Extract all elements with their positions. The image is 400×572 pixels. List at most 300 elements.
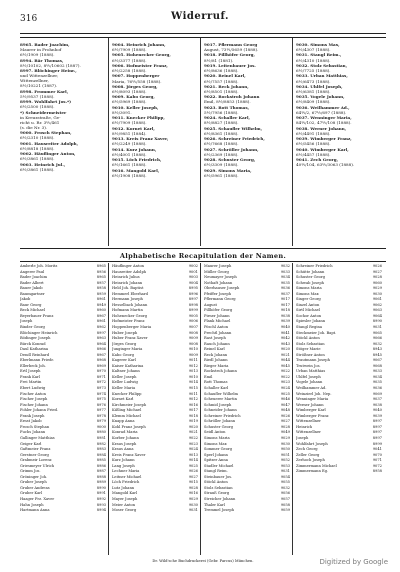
register-entry: [204, 105, 290, 115]
index-name: Stadler Michael: [204, 463, 234, 468]
register-entry: [112, 73, 198, 83]
register-entry-line: 5½/7956 (1888).: [204, 109, 239, 115]
column-divider: [200, 263, 201, 555]
index-number: 8970: [96, 369, 106, 374]
register-entry-line: 6½/2500 (1888).: [20, 104, 55, 110]
register-entry-line: 6½/5969 (1888).: [112, 99, 147, 105]
index-name: Schütte Johann: [296, 269, 325, 274]
register-entry-line: August, 73½/5659 (1888).: [204, 47, 259, 53]
index-name: Kabo Georg: [112, 352, 134, 357]
index-number: 9028: [188, 485, 198, 490]
index-name: Sommer Georg: [204, 447, 232, 452]
index-name: Gaftmeier Franz: [20, 447, 51, 452]
index-number: 9060: [372, 280, 382, 285]
register-entry: [204, 63, 290, 73]
index-number: 8965: [96, 264, 106, 268]
index-number: 9040: [280, 325, 290, 330]
index-name: Kaiser Katharina: [112, 363, 144, 368]
index-number: 9017: [188, 408, 198, 413]
index-number: 9045: [280, 363, 290, 368]
register-entry-line: 9034. Uhlfel Joseph,: [296, 83, 343, 89]
register-entry-line: 9005. Hohenecker Georg,: [112, 52, 171, 58]
register-entry-line: in Kreuzstraße, Ge-: [20, 114, 61, 120]
index-number: 9061: [372, 297, 382, 302]
register-column-3: [204, 42, 290, 178]
index-number: 8998: [188, 302, 198, 307]
column-divider: [108, 38, 109, 246]
register-entry-line: 9023. Rott Thomas,: [204, 104, 250, 110]
register-entry-line: 9016. Mangold Karl,: [112, 167, 160, 173]
index-name: Zimmermann Michael: [296, 463, 337, 468]
index-name: Reck Johann: [204, 352, 228, 357]
index-name: Leitner Michael: [112, 474, 142, 479]
index-name: Kurz Johann: [112, 458, 135, 463]
index-name: Kißling Michael: [112, 408, 142, 413]
index-number: 9033: [280, 269, 290, 274]
index-name: Spitzer Anna: [204, 458, 228, 463]
index-number: 9021: [188, 430, 198, 435]
index-name: Knapp Anna: [112, 419, 135, 424]
index-number: 9051: [280, 452, 290, 457]
register-column-1: [20, 42, 106, 172]
index-name: Hohenecker Georg: [112, 313, 147, 318]
register-entry: [20, 68, 106, 88]
register-column-4: [296, 42, 382, 168]
index-name: Steinbauer Jos.: [204, 474, 233, 479]
index-name: Zerhoch Joseph: [296, 458, 325, 463]
index-number: 8981: [96, 435, 106, 440]
index-name: Wittenzellner: [296, 430, 321, 435]
register-entry-line: (s. die Nr. 3).: [20, 124, 48, 130]
register-entry: [204, 157, 290, 167]
index-number: 8985: [96, 458, 106, 463]
index-number: 8991: [96, 491, 106, 496]
index-name: Stolz Sebastian: [204, 485, 233, 490]
register-entry-line: 8½/3091.: [112, 109, 132, 115]
index-number: 9017: [280, 297, 290, 302]
index-name: Jakob: [20, 297, 31, 302]
index-number: 9020: [280, 347, 290, 352]
register-entry-line: 6½/1908 (1888).: [112, 172, 147, 178]
index-name: Huber Franz Xaver: [112, 336, 148, 341]
index-name: Konrad Maria: [112, 430, 138, 435]
register-entry: [112, 147, 198, 157]
register-entry: [112, 157, 198, 167]
index-row: [20, 508, 106, 514]
index-name: Beyerbauer Franz: [20, 313, 54, 318]
register-entry: [20, 110, 106, 130]
index-number: 9025: [280, 391, 290, 396]
index-number: 9008: [188, 330, 198, 335]
index-name: Kraus Joseph: [112, 441, 137, 446]
register-entry-line: 9028. Schuster Georg,: [204, 157, 256, 163]
index-name: Riedl Johann: [204, 358, 228, 363]
index-name: Heinrich: [296, 424, 313, 429]
index-number: 8973: [96, 386, 106, 391]
index-number: 8971: [96, 374, 106, 379]
register-entry-line: 6½/6381 (1888).: [296, 88, 331, 94]
index-number: 9026: [280, 413, 290, 418]
index-number: 9019: [188, 419, 198, 424]
register-entry-line: 9024. Schaller Karl,: [204, 115, 250, 121]
index-name: Ertl Joseph: [20, 369, 41, 374]
index-name: Keller Joseph: [112, 374, 137, 379]
register-entry-line: 6½/4457 (1888).: [296, 151, 331, 157]
index-number: 9027: [280, 419, 290, 424]
register-entry-line: 6½/7909 (1888).: [112, 47, 147, 53]
index-number: 8990: [372, 319, 382, 324]
index-number: 8999: [188, 308, 198, 313]
index-name: Heinrich Johann: [112, 280, 143, 285]
index-name: Bürck Konrad: [20, 341, 46, 346]
index-name: Nothaft Johann: [204, 280, 233, 285]
index-name: Singer Georg: [296, 297, 321, 302]
register-entry: [204, 126, 290, 136]
register-entry-line: 6½/8093 (1888).: [112, 88, 147, 94]
index-number: 9023: [188, 441, 198, 446]
index-name: Oberhauser Joseph: [204, 286, 240, 291]
index-number: 9028: [280, 424, 290, 429]
index-name: Urban Matthias: [296, 369, 326, 374]
index-number: 9040: [372, 408, 382, 413]
index-number: 8988: [96, 474, 106, 479]
index-name: Werner Johann: [296, 402, 324, 407]
index-number: 9038: [372, 402, 382, 407]
index-number: 8997: [188, 297, 198, 302]
index-number: 9018: [280, 308, 290, 313]
index-number: 9067: [372, 358, 382, 363]
index-name: Rockstroh Johann: [204, 369, 237, 374]
index-number: 8972: [96, 380, 106, 385]
register-entry-line: 9004. Heinrich Johann,: [112, 42, 166, 47]
index-number: 9059: [280, 508, 290, 513]
section-rule: [20, 248, 386, 249]
index-name: Pirner Johann: [204, 313, 230, 318]
index-name: Fischer Johann: [20, 402, 48, 407]
index-number: 8968: [96, 358, 106, 363]
index-name: Binder Georg: [20, 325, 45, 330]
register-entry-line: 6½/1661 (1888).: [112, 162, 147, 168]
index-number: 9065: [372, 330, 382, 335]
index-number: 9029: [280, 435, 290, 440]
index-name: Stangl Reim.: [204, 469, 228, 474]
index-name: Hahn Joseph: [20, 502, 44, 507]
index-number: 8982: [96, 441, 106, 446]
index-name: Strößner Anton: [296, 352, 325, 357]
index-name: Schaufler Wilhelm: [204, 391, 238, 396]
index-number: 9006: [188, 319, 198, 324]
index-name: Mangold Karl: [112, 491, 138, 496]
index-name: Plank Michael: [204, 319, 231, 324]
register-entry: [204, 168, 290, 178]
index-name: Kaltner Johann: [112, 369, 140, 374]
index-number: 8984: [96, 452, 106, 457]
register-entry: [112, 84, 198, 94]
index-name: Stangl Regina: [296, 325, 323, 330]
index-number: 9000: [96, 424, 106, 429]
register-entry-line: 6½/4307 (1888).: [296, 47, 331, 53]
index-name: Moser Georg: [112, 508, 137, 513]
index-name: Maurer Joseph: [204, 264, 232, 268]
column-divider: [108, 263, 109, 555]
index-number: 9053: [280, 463, 290, 468]
index-number: 9018: [188, 413, 198, 418]
index-column-3: [204, 264, 290, 514]
index-number: 9017: [280, 302, 290, 307]
register-entry-line: 6½/1909 (1888).: [20, 52, 55, 58]
register-entry-line: 6½/8409 (1888).: [296, 99, 331, 105]
register-entry-line: 9012. Kornet Karl,: [112, 125, 155, 131]
register-entry-line: 6½/2369 (1888).: [204, 151, 239, 157]
register-entry: [296, 84, 382, 94]
index-name: Pfeiffer Joseph: [204, 291, 232, 296]
index-number: 8997: [372, 430, 382, 435]
printer-imprint: Dr. Wild'sche Buchdruckerei (Gebr. Parcus) München.: [152, 559, 254, 563]
register-entry-line: 9027. Schröller Johann,: [204, 146, 259, 152]
index-name: Gröninger Joh.: [20, 474, 48, 479]
index-number: 8967: [96, 313, 106, 318]
register-entry-line: 8965. Bader Joachim,: [20, 42, 70, 47]
register-entry: [20, 151, 106, 161]
index-name: Stöger Marie: [296, 347, 321, 352]
register-entry-line: 8½/8827 (1888).: [204, 120, 239, 126]
index-name: Lang Joseph: [112, 463, 135, 468]
index-name: Lechner Maria: [112, 469, 140, 474]
index-number: 9002: [188, 264, 198, 268]
register-entry-line: 9041. Zech Georg,: [296, 157, 339, 163]
index-name: Hausreiter Adolph: [112, 269, 147, 274]
register-entry-line: 6½/2310 (1888).: [20, 135, 55, 141]
index-number: 8974: [96, 391, 106, 396]
index-number: 9055: [280, 480, 290, 485]
index-name: Prechtl Johann: [204, 330, 232, 335]
index-name: Haager Frz. Xaver: [20, 496, 55, 501]
register-entry-line: 8½/9851 (1884).: [112, 130, 147, 136]
index-name: Kraus Anna: [112, 447, 134, 452]
index-name: Gruber Andreas: [20, 485, 50, 490]
index-number: 8994: [96, 508, 106, 513]
register-entry-line: richt u. Rr. 3½/461: [20, 119, 60, 125]
index-number: 8961: [96, 319, 106, 324]
register-entry: [20, 42, 106, 57]
index-number: 9014: [188, 458, 198, 463]
index-number: 8949: [96, 302, 106, 307]
index-number: 9026: [372, 264, 382, 268]
index-number: 9031: [372, 325, 382, 330]
register-entry-line: *) Schneidermeister: [20, 109, 67, 115]
index-number: 8958: [96, 286, 106, 291]
index-name: Gruber Joseph: [20, 480, 47, 485]
index-name: Klemm Michael: [112, 413, 141, 418]
index-name: Joseph: [20, 319, 33, 324]
register-entry: [296, 136, 382, 146]
index-name: Schuster Georg: [204, 424, 233, 429]
index-name: Schneider Johann: [204, 408, 237, 413]
index-number: 8969: [96, 363, 106, 368]
index-number: 9034: [372, 374, 382, 379]
index-number: 9020: [188, 424, 198, 429]
index-name: Keller Ludwig: [112, 380, 138, 385]
index-number: 8987: [96, 469, 106, 474]
index-number: 9010: [188, 374, 198, 379]
register-entry: [112, 42, 198, 52]
index-number: 9024: [188, 447, 198, 452]
index-name: Häuflinger Anton: [112, 264, 144, 268]
index-name: Heinrich Julius: [112, 275, 140, 280]
column-divider: [200, 38, 201, 246]
index-name: Löch Friedrich: [112, 480, 140, 485]
index-number: 8993: [96, 502, 106, 507]
register-entry-line: 9003. Heinrich Jul.,: [20, 161, 66, 167]
index-number: 9011: [188, 391, 198, 396]
index-number: 9064: [372, 313, 382, 318]
register-entry-line: 6½/2258 (1888).: [112, 68, 147, 74]
register-entry: [296, 73, 382, 83]
index-name: Sperl Johann: [204, 452, 228, 457]
index-name: Gerstner Georg: [20, 452, 49, 457]
register-entry: [20, 141, 106, 151]
index-number: 9049: [280, 430, 290, 435]
index-name: Mayer Joseph: [112, 496, 138, 501]
index-number: 9032: [280, 485, 290, 490]
register-entry: [112, 168, 198, 178]
register-entry-line: Maria, 76½/558 (1888).: [112, 78, 162, 84]
index-number: 8995: [188, 286, 198, 291]
top-rule: [20, 33, 386, 34]
index-number: 9015: [188, 386, 198, 391]
register-entry: [296, 105, 382, 115]
index-name: Rast Joseph: [204, 336, 226, 341]
index-name: Fischer Joseph: [20, 397, 48, 402]
register-entry-line: 8994. Bär Thomas,: [20, 57, 64, 63]
index-name: Geiger Karl: [20, 441, 42, 446]
index-number: 9058: [280, 502, 290, 507]
register-entry-line: Wittenzellner,: [20, 78, 49, 84]
index-number: 9029: [372, 286, 382, 291]
index-number: 9008: [188, 341, 198, 346]
index-name: Stolz Sebastian: [296, 341, 325, 346]
register-entry: [204, 73, 290, 83]
index-title: Alphabetische Recapitulation der Namen.: [119, 252, 287, 260]
index-name: Frank Karl: [20, 374, 40, 379]
index-number: 9043: [280, 341, 290, 346]
register-entry-line: 9026. Schreiner Friedrich,: [204, 136, 265, 142]
index-name: Bader Joachim: [20, 275, 48, 280]
register-entry-line: 6½/8818 (1888).: [20, 145, 55, 151]
index-name: Strauß Georg: [204, 491, 230, 496]
register-entry-line: 6½/7909 (1888).: [112, 120, 147, 126]
register-entry: [112, 136, 198, 146]
register-entry-line: 9006. Hofmeister Franz,: [112, 62, 168, 68]
index-number: 9030: [280, 441, 290, 446]
register-entry: [20, 130, 106, 140]
register-entry: [204, 84, 290, 94]
index-name: Pillhöfer Georg: [204, 308, 233, 313]
register-entry-line: 40½/104, 63½/3063 (1888).: [296, 162, 355, 168]
index-number: 8963: [96, 336, 106, 341]
index-number: 9054: [280, 474, 290, 479]
register-entry: [204, 136, 290, 146]
index-number: 9027: [372, 269, 382, 274]
index-number: 9032: [372, 341, 382, 346]
register-entry-line: 6½/8636 (1888).: [204, 68, 239, 74]
index-name: Rieger Maria: [204, 363, 229, 368]
index-number: 8997: [372, 419, 382, 424]
index-number: 8967: [96, 352, 106, 357]
index-row: [204, 508, 290, 514]
index-name: Beck Michael: [20, 308, 45, 313]
index-number: 9038: [280, 313, 290, 318]
index-number: 9071: [372, 458, 382, 463]
index-name: Zeller Georg: [296, 452, 320, 457]
index-name: Kohl Franz Joseph: [112, 424, 146, 429]
register-entry-line: 6½/6473 (1888).: [296, 78, 331, 84]
index-name: Hesselbach Johann: [112, 302, 148, 307]
index-name: Hofmeister Franz: [112, 319, 145, 324]
register-entry-line: 9007. Hoppenberger: [112, 73, 160, 79]
register-entry-line: 9037. Wenninger Maria,: [296, 115, 352, 121]
index-number: 8977: [96, 408, 106, 413]
index-name: Frei Martin: [20, 380, 42, 385]
index-number: 9013: [188, 369, 198, 374]
index-number: 8983: [96, 447, 106, 452]
column-divider: [292, 263, 293, 555]
section-rule-lower: [20, 261, 386, 262]
register-entry: [296, 63, 382, 73]
index-number: 8957: [96, 280, 106, 285]
index-number: 9048: [280, 408, 290, 413]
register-entry-line: Maurer in Frohnhof: [20, 47, 62, 53]
register-entry: [20, 58, 106, 68]
register-column-2: [112, 42, 198, 178]
index-name: Neumayer Joseph: [204, 275, 237, 280]
index-name: Schreiner Friedrich: [296, 264, 333, 268]
index-number: 9030: [188, 502, 198, 507]
index-number: 9036: [280, 286, 290, 291]
index-name: Sochor Anton: [296, 313, 322, 318]
index-number: 8979: [96, 419, 106, 424]
index-number: 9025: [188, 463, 198, 468]
index-name: Hartmann Anna: [20, 508, 50, 513]
register-entry-line: 6½/3861 (1888).: [20, 166, 55, 172]
index-name: Schaller Karl: [204, 386, 229, 391]
register-entry-line: 6½/8501 (1888).: [204, 88, 239, 94]
index-number: 9041: [372, 447, 382, 452]
index-number: 8997: [96, 330, 106, 335]
index-number: 8956: [96, 269, 106, 274]
index-number: 8999: [372, 441, 382, 446]
index-number: 9009: [188, 336, 198, 341]
register-entry: [204, 52, 290, 62]
index-name: August: [204, 302, 217, 307]
register-entry-line: 5½/9537 (1888).: [20, 93, 55, 99]
register-entry: [20, 162, 106, 172]
index-number: 9046: [280, 397, 290, 402]
index-row: [112, 508, 198, 514]
index-name: Wimberger Franz: [296, 413, 329, 418]
index-number: 8958: [372, 469, 382, 474]
register-entry-line: 9014. Kurz Johann,: [112, 146, 157, 152]
index-number: 9001: [188, 269, 198, 274]
register-entry-line: 9019. Leitenbauer Jos.: [204, 62, 256, 68]
index-name: Angerer Paul: [20, 269, 45, 274]
register-entry: [296, 42, 382, 52]
index-name: Meier Anton: [112, 502, 136, 507]
index-name: Grimm Jos.: [20, 469, 41, 474]
index-name: Knecker Philipp: [112, 391, 142, 396]
register-entry-line: 64½/2, 67½/697 (1888).: [296, 109, 347, 115]
index-name: Wittenzellner: [296, 419, 321, 424]
